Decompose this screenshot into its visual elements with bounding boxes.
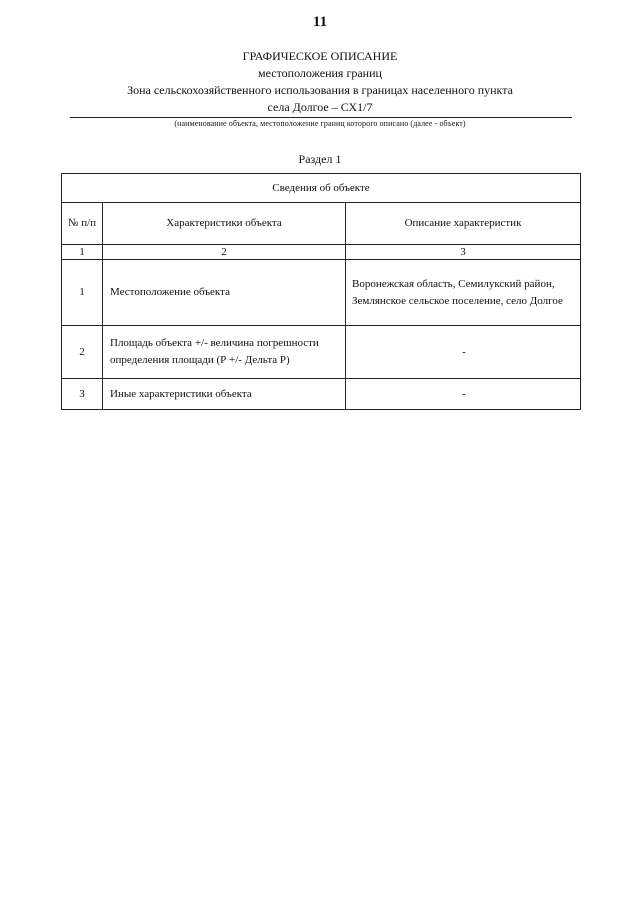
column-number-2: 2 [103,245,346,260]
column-number-1: 1 [62,245,103,260]
object-caption: (наименование объекта, местоположение границ которого описано (далее - объект) [174,119,466,128]
table-row [62,260,581,326]
row-number: 1 [62,260,103,326]
object-info-table [61,173,581,410]
heading-underline [70,117,572,118]
heading-zone-name: Зона сельскохозяйственного использования в границах населенного пункта [127,83,513,97]
row-description: - [346,326,581,379]
table-title: Сведения об объекте [62,174,581,203]
table-row [62,379,581,410]
page-number: 11 [312,14,328,30]
header-description: Описание характеристик [346,203,581,245]
row-characteristic: Иные характеристики объекта [103,379,346,410]
header-number: № п/п [62,203,103,245]
section-title: Раздел 1 [298,152,342,166]
heading-subtitle: местоположения границ [258,66,382,80]
header-characteristic: Характеристики объекта [103,203,346,245]
row-number: 2 [62,326,103,379]
column-number-3: 3 [346,245,581,260]
row-description: - [346,379,581,410]
row-characteristic: Местоположение объекта [103,260,346,326]
heading-zone-code: села Долгое – СХ1/7 [267,100,373,114]
row-characteristic: Площадь объекта +/- величина погрешности определения площади (Р +/- Дельта Р) [103,326,346,379]
row-description: Воронежская область, Семилукский район, Землянское сельское поселение, село Долгое [346,260,581,326]
document-heading [0,48,640,116]
row-number: 3 [62,379,103,410]
table-row [62,326,581,379]
heading-title: ГРАФИЧЕСКОЕ ОПИСАНИЕ [242,49,398,63]
